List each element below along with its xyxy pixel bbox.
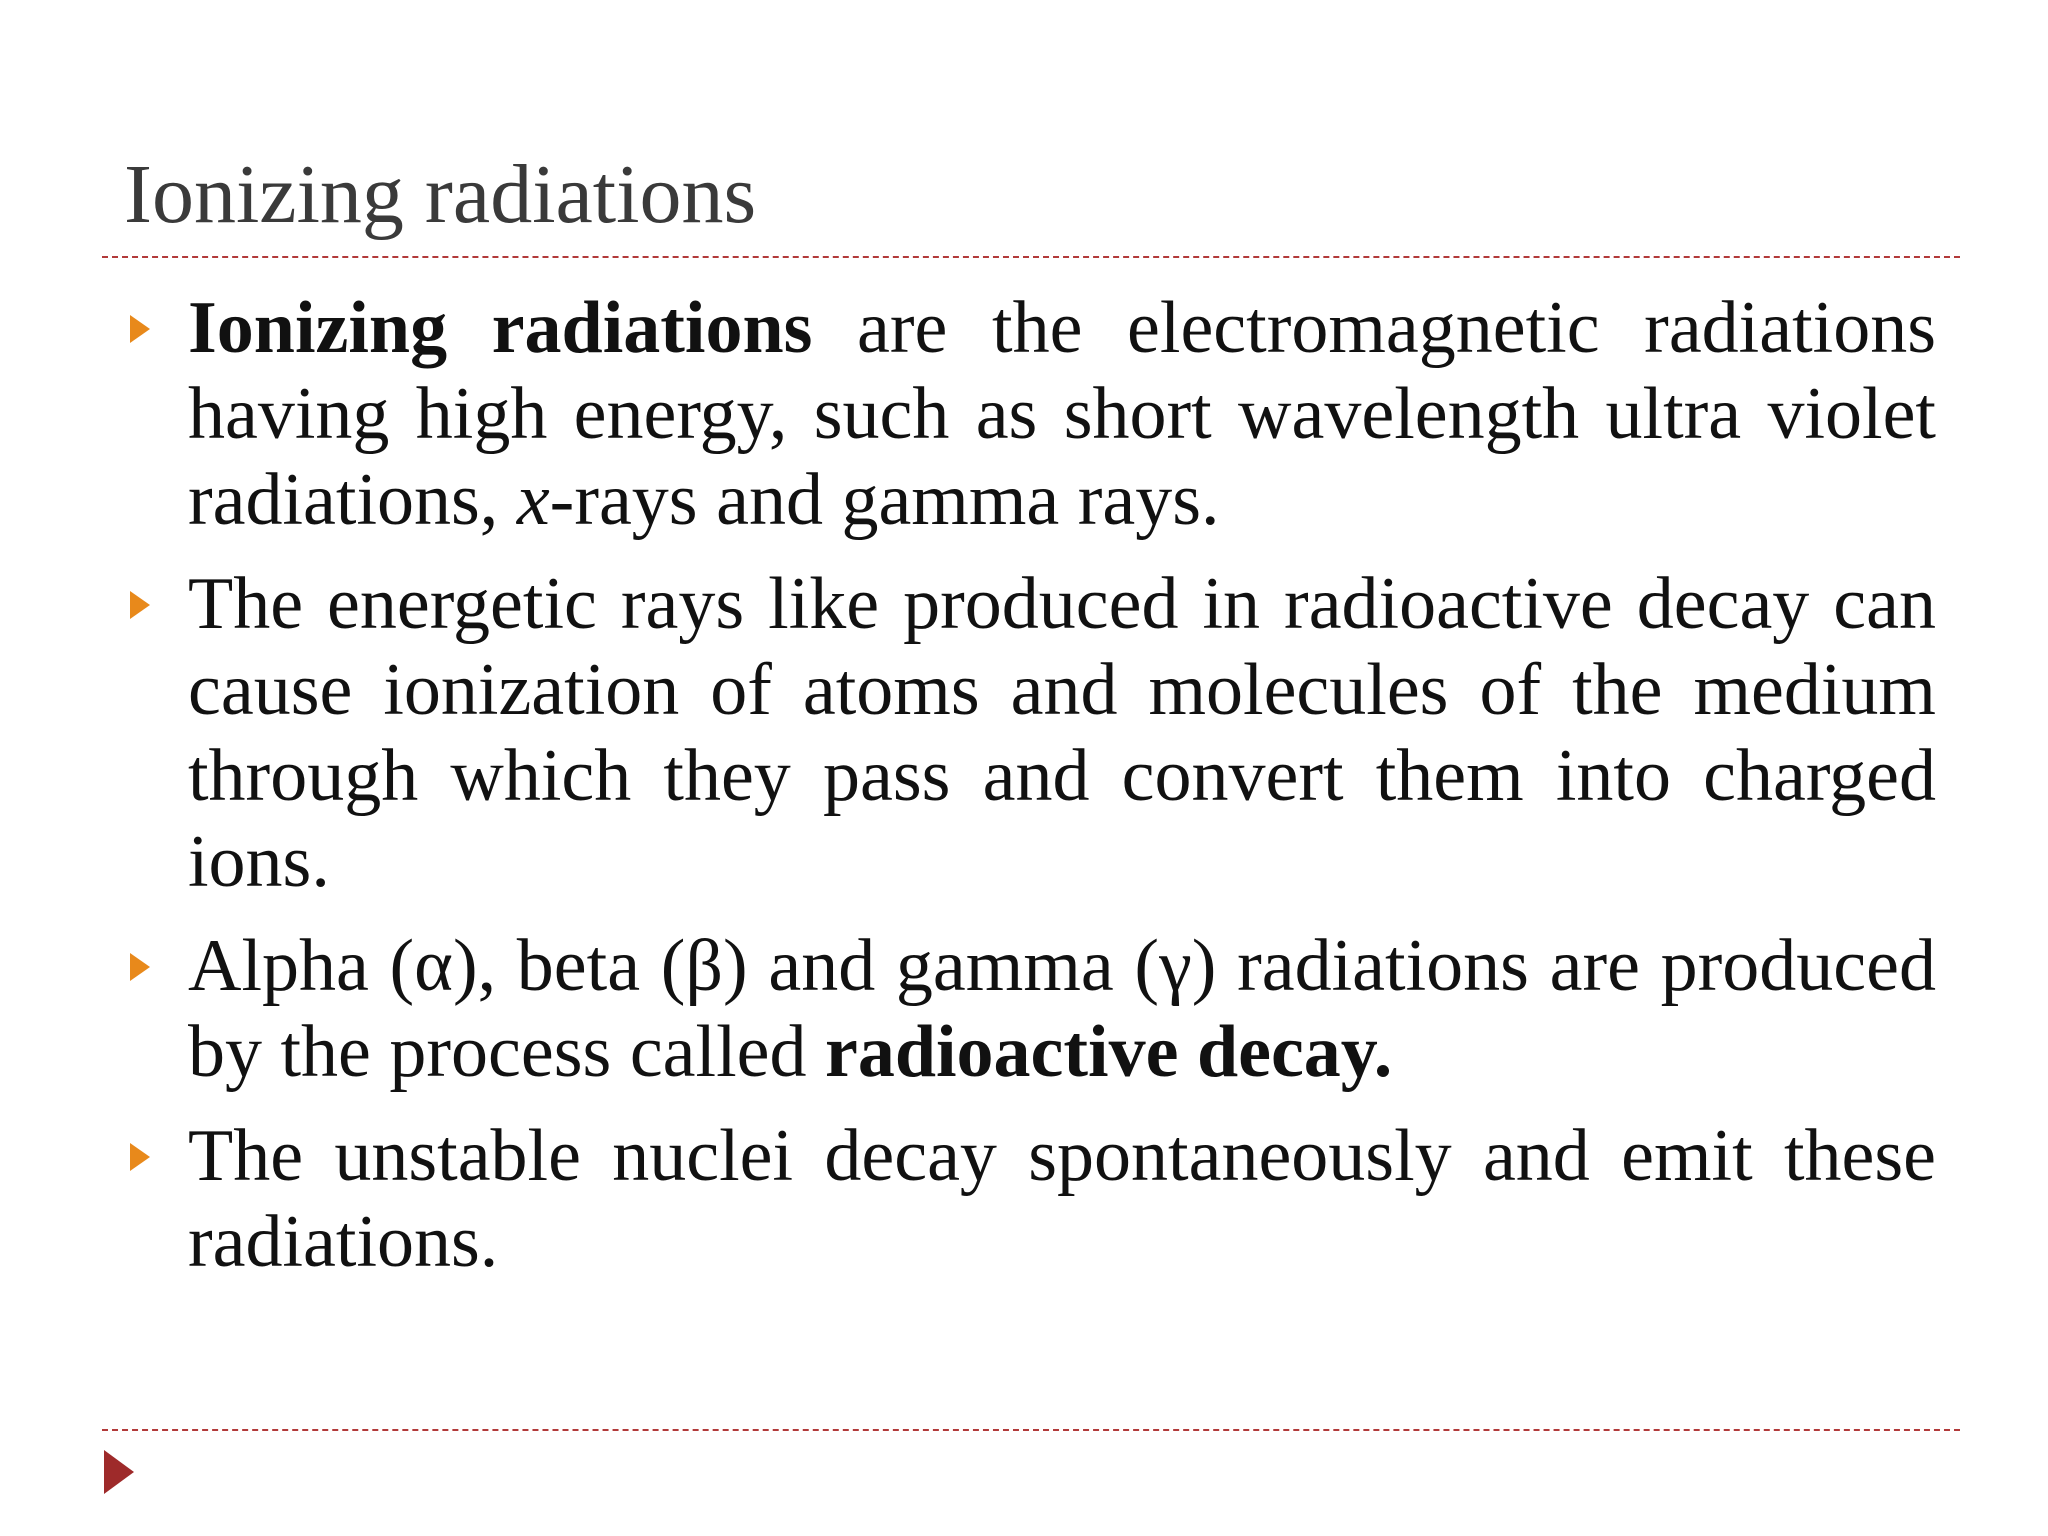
- bullet-text: Alpha (α), beta (β) and gamma (γ) radiations are produced by the process called: [188, 925, 1936, 1093]
- bullet-text-end: -rays and gamma rays.: [549, 459, 1220, 541]
- bullet-bold-term: radioactive decay.: [825, 1011, 1393, 1093]
- bullet-item-ionizing-definition: [124, 285, 1936, 543]
- slide-title: Ionizing radiations: [124, 148, 757, 241]
- triangle-right-icon: [130, 315, 150, 343]
- next-slide-arrow-icon[interactable]: [104, 1450, 134, 1494]
- title-divider: [102, 256, 1960, 258]
- bullet-item-radiation-types: [124, 923, 1936, 1095]
- bullet-item-ionization-effect: [124, 561, 1936, 905]
- bullet-text: are the electromagnetic radiations having high energy, such as short wavelength ultra violet radiations,: [188, 287, 1936, 541]
- triangle-right-icon: [130, 953, 150, 981]
- bullet-bold-term: Ionizing radiations: [188, 287, 813, 369]
- bullet-italic-x: x: [516, 459, 550, 541]
- bullet-text: The energetic rays like produced in radioactive decay can cause ionization of atoms and molecules of the medium through which they pass and convert them into charged ions.: [188, 563, 1936, 903]
- footer-divider: [102, 1429, 1960, 1431]
- bullet-item-unstable-nuclei: [124, 1113, 1936, 1285]
- triangle-right-icon: [130, 591, 150, 619]
- bullet-list: [124, 285, 1936, 1303]
- bullet-text: The unstable nuclei decay spontaneously and emit these radiations.: [188, 1115, 1936, 1283]
- triangle-right-icon: [130, 1143, 150, 1171]
